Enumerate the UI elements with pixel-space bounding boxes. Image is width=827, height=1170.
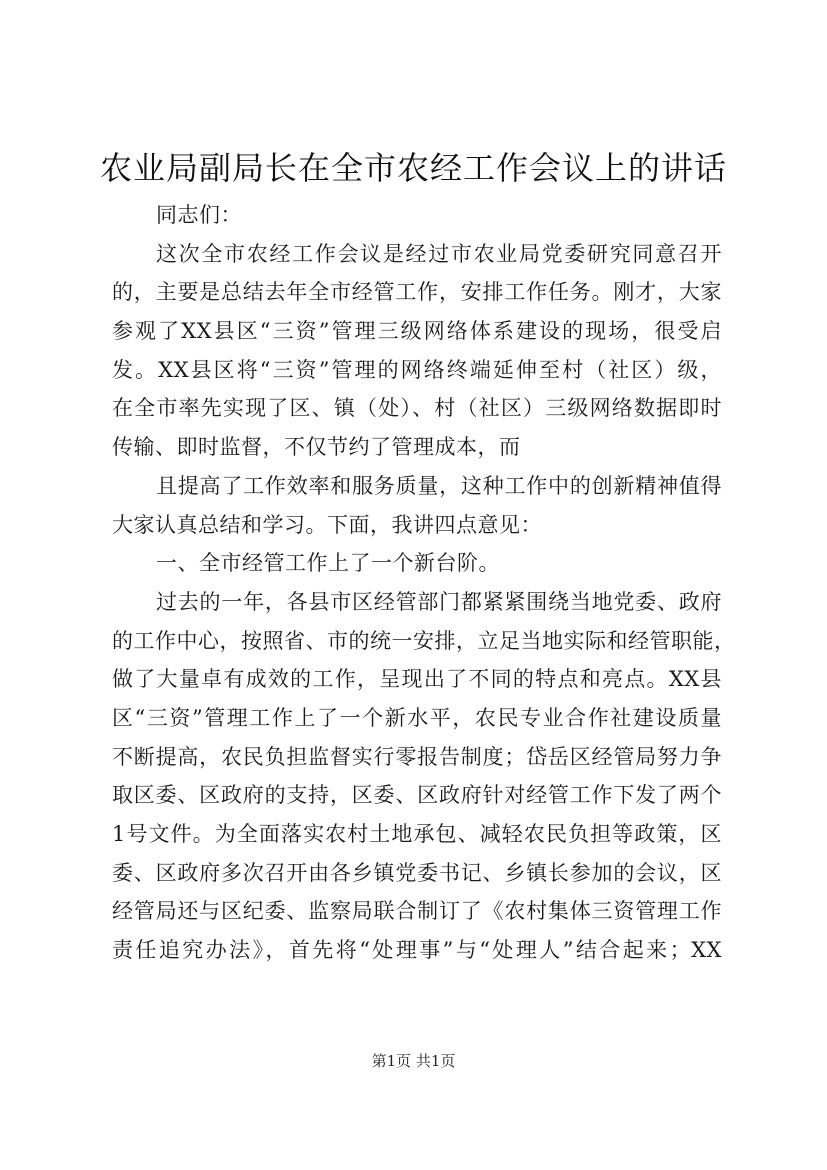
text-line: 取区委、区政府的支持，区委、区政府针对经管工作下发了两个 xyxy=(112,783,722,808)
text-line: 的，主要是总结去年全市经管工作，安排工作任务。刚才，大家 xyxy=(112,280,722,305)
text-line: 同志们： xyxy=(156,203,242,227)
document-title: 农业局副局长在全市农经工作会议上的讲话 xyxy=(99,149,727,187)
text-line: 区“三资”管理工作上了一个新水平，农民专业合作社建设质量 xyxy=(112,705,722,730)
text-line: 这次全市农经工作会议是经过市农业局党委研究同意召开 xyxy=(156,241,722,266)
text-line: 发。XX县区将“三资”管理的网络终端延伸至村（社区）级， xyxy=(112,357,722,382)
text-line: 责任追究办法》，首先将“处理事”与“处理人”结合起来；XX xyxy=(112,938,722,963)
text-line: 1号文件。为全面落实农村土地承包、减轻农民负担等政策，区 xyxy=(112,822,722,846)
page-footer: 第1页 共1页 xyxy=(371,1052,456,1070)
text-line: 经管局还与区纪委、监察局联合制订了《农村集体三资管理工作 xyxy=(112,899,722,924)
text-line: 过去的一年，各县市区经管部门都紧紧围绕当地党委、政府 xyxy=(156,589,722,614)
text-line: 的工作中心，按照省、市的统一安排，立足当地实际和经管职能， xyxy=(112,628,736,653)
text-line: 且提高了工作效率和服务质量，这种工作中的创新精神值得 xyxy=(156,473,722,498)
text-line: 参观了XX县区“三资”管理三级网络体系建设的现场，很受启 xyxy=(112,319,722,344)
text-line: 大家认真总结和学习。下面，我讲四点意见： xyxy=(112,512,542,537)
document-body xyxy=(112,196,736,970)
text-line: 在全市率先实现了区、镇（处）、村（社区）三级网络数据即时 xyxy=(112,396,722,421)
text-line: 委、区政府多次召开由各乡镇党委书记、乡镇长参加的会议，区 xyxy=(112,860,722,885)
text-line: 传输、即时监督，不仅节约了管理成本，而 xyxy=(112,435,521,460)
text-line: 做了大量卓有成效的工作，呈现出了不同的特点和亮点。XX县 xyxy=(112,667,722,692)
text-line: 一、全市经管工作上了一个新台阶。 xyxy=(156,551,500,576)
text-line: 不断提高，农民负担监督实行零报告制度；岱岳区经管局努力争 xyxy=(112,744,722,769)
